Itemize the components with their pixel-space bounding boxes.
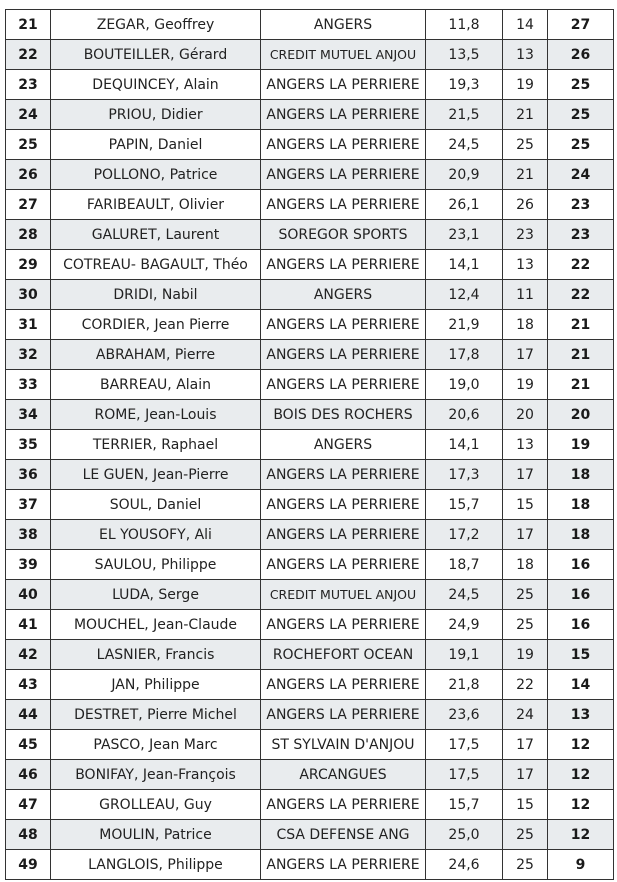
points-cell: 18 [548, 490, 614, 520]
handicap-cell: 15 [503, 790, 548, 820]
index-cell: 17,3 [426, 460, 503, 490]
handicap-cell: 26 [503, 190, 548, 220]
rank-cell: 29 [6, 250, 51, 280]
rank-cell: 42 [6, 640, 51, 670]
rank-cell: 33 [6, 370, 51, 400]
points-cell: 14 [548, 670, 614, 700]
rank-cell: 44 [6, 700, 51, 730]
results-table [5, 9, 614, 880]
player-name-cell: LE GUEN, Jean-Pierre [51, 460, 261, 490]
points-cell: 18 [548, 520, 614, 550]
table-row [6, 340, 614, 370]
index-cell: 19,0 [426, 370, 503, 400]
points-cell: 25 [548, 130, 614, 160]
rank-cell: 32 [6, 340, 51, 370]
club-cell: ANGERS LA PERRIERE [261, 850, 426, 880]
handicap-cell: 25 [503, 850, 548, 880]
index-cell: 17,5 [426, 730, 503, 760]
points-cell: 23 [548, 190, 614, 220]
index-cell: 11,8 [426, 10, 503, 40]
points-cell: 22 [548, 250, 614, 280]
handicap-cell: 17 [503, 730, 548, 760]
handicap-cell: 19 [503, 640, 548, 670]
player-name-cell: COTREAU- BAGAULT, Théo [51, 250, 261, 280]
rank-cell: 36 [6, 460, 51, 490]
table-row [6, 310, 614, 340]
table-row [6, 850, 614, 880]
handicap-cell: 25 [503, 130, 548, 160]
player-name-cell: PRIOU, Didier [51, 100, 261, 130]
rank-cell: 40 [6, 580, 51, 610]
rank-cell: 28 [6, 220, 51, 250]
table-row [6, 160, 614, 190]
table-row [6, 760, 614, 790]
points-cell: 21 [548, 370, 614, 400]
club-cell: CREDIT MUTUEL ANJOU [261, 580, 426, 610]
points-cell: 13 [548, 700, 614, 730]
club-cell: ANGERS [261, 280, 426, 310]
handicap-cell: 25 [503, 820, 548, 850]
club-cell: ST SYLVAIN D'ANJOU [261, 730, 426, 760]
points-cell: 12 [548, 820, 614, 850]
club-cell: ANGERS LA PERRIERE [261, 250, 426, 280]
index-cell: 15,7 [426, 490, 503, 520]
player-name-cell: DRIDI, Nabil [51, 280, 261, 310]
points-cell: 22 [548, 280, 614, 310]
club-cell: ANGERS LA PERRIERE [261, 130, 426, 160]
index-cell: 20,9 [426, 160, 503, 190]
player-name-cell: ROME, Jean-Louis [51, 400, 261, 430]
player-name-cell: TERRIER, Raphael [51, 430, 261, 460]
index-cell: 13,5 [426, 40, 503, 70]
club-cell: ANGERS LA PERRIERE [261, 520, 426, 550]
results-table-body [6, 10, 614, 880]
points-cell: 15 [548, 640, 614, 670]
player-name-cell: BONIFAY, Jean-François [51, 760, 261, 790]
handicap-cell: 11 [503, 280, 548, 310]
table-row [6, 610, 614, 640]
table-row [6, 580, 614, 610]
club-cell: CSA DEFENSE ANG [261, 820, 426, 850]
handicap-cell: 15 [503, 490, 548, 520]
table-row [6, 790, 614, 820]
rank-cell: 38 [6, 520, 51, 550]
club-cell: ANGERS LA PERRIERE [261, 70, 426, 100]
points-cell: 9 [548, 850, 614, 880]
rank-cell: 34 [6, 400, 51, 430]
player-name-cell: BOUTEILLER, Gérard [51, 40, 261, 70]
club-cell: ANGERS LA PERRIERE [261, 340, 426, 370]
club-cell: ANGERS [261, 430, 426, 460]
table-row [6, 280, 614, 310]
table-row [6, 490, 614, 520]
club-cell: ANGERS LA PERRIERE [261, 310, 426, 340]
table-row [6, 700, 614, 730]
points-cell: 18 [548, 460, 614, 490]
club-cell: ANGERS LA PERRIERE [261, 190, 426, 220]
index-cell: 14,1 [426, 430, 503, 460]
index-cell: 19,3 [426, 70, 503, 100]
points-cell: 25 [548, 100, 614, 130]
table-row [6, 460, 614, 490]
player-name-cell: DEQUINCEY, Alain [51, 70, 261, 100]
club-cell: ANGERS LA PERRIERE [261, 160, 426, 190]
index-cell: 18,7 [426, 550, 503, 580]
club-cell: CREDIT MUTUEL ANJOU [261, 40, 426, 70]
player-name-cell: GALURET, Laurent [51, 220, 261, 250]
club-cell: ANGERS LA PERRIERE [261, 550, 426, 580]
points-cell: 21 [548, 340, 614, 370]
rank-cell: 25 [6, 130, 51, 160]
table-row [6, 670, 614, 700]
index-cell: 12,4 [426, 280, 503, 310]
index-cell: 24,9 [426, 610, 503, 640]
rank-cell: 23 [6, 70, 51, 100]
points-cell: 19 [548, 430, 614, 460]
points-cell: 16 [548, 580, 614, 610]
points-cell: 12 [548, 760, 614, 790]
rank-cell: 24 [6, 100, 51, 130]
rank-cell: 35 [6, 430, 51, 460]
table-row [6, 100, 614, 130]
handicap-cell: 17 [503, 760, 548, 790]
handicap-cell: 17 [503, 340, 548, 370]
points-cell: 24 [548, 160, 614, 190]
index-cell: 23,1 [426, 220, 503, 250]
handicap-cell: 17 [503, 520, 548, 550]
index-cell: 24,6 [426, 850, 503, 880]
handicap-cell: 13 [503, 430, 548, 460]
handicap-cell: 24 [503, 700, 548, 730]
player-name-cell: FARIBEAULT, Olivier [51, 190, 261, 220]
table-row [6, 70, 614, 100]
club-cell: ANGERS LA PERRIERE [261, 610, 426, 640]
table-row [6, 190, 614, 220]
club-cell: ANGERS LA PERRIERE [261, 700, 426, 730]
index-cell: 21,9 [426, 310, 503, 340]
index-cell: 25,0 [426, 820, 503, 850]
player-name-cell: ZEGAR, Geoffrey [51, 10, 261, 40]
handicap-cell: 13 [503, 250, 548, 280]
handicap-cell: 25 [503, 580, 548, 610]
handicap-cell: 20 [503, 400, 548, 430]
player-name-cell: LANGLOIS, Philippe [51, 850, 261, 880]
club-cell: ANGERS LA PERRIERE [261, 100, 426, 130]
table-row [6, 40, 614, 70]
club-cell: ANGERS [261, 10, 426, 40]
player-name-cell: EL YOUSOFY, Ali [51, 520, 261, 550]
handicap-cell: 25 [503, 610, 548, 640]
table-row [6, 10, 614, 40]
table-row [6, 640, 614, 670]
player-name-cell: MOUCHEL, Jean-Claude [51, 610, 261, 640]
club-cell: ANGERS LA PERRIERE [261, 460, 426, 490]
table-row [6, 520, 614, 550]
rank-cell: 47 [6, 790, 51, 820]
club-cell: ROCHEFORT OCEAN [261, 640, 426, 670]
player-name-cell: GROLLEAU, Guy [51, 790, 261, 820]
player-name-cell: BARREAU, Alain [51, 370, 261, 400]
club-cell: SOREGOR SPORTS [261, 220, 426, 250]
rank-cell: 30 [6, 280, 51, 310]
player-name-cell: ABRAHAM, Pierre [51, 340, 261, 370]
player-name-cell: LASNIER, Francis [51, 640, 261, 670]
handicap-cell: 22 [503, 670, 548, 700]
rank-cell: 45 [6, 730, 51, 760]
table-row [6, 250, 614, 280]
club-cell: ANGERS LA PERRIERE [261, 790, 426, 820]
table-row [6, 820, 614, 850]
index-cell: 23,6 [426, 700, 503, 730]
rank-cell: 41 [6, 610, 51, 640]
club-cell: BOIS DES ROCHERS [261, 400, 426, 430]
rank-cell: 49 [6, 850, 51, 880]
player-name-cell: DESTRET, Pierre Michel [51, 700, 261, 730]
rank-cell: 43 [6, 670, 51, 700]
index-cell: 17,5 [426, 760, 503, 790]
index-cell: 19,1 [426, 640, 503, 670]
table-row [6, 220, 614, 250]
player-name-cell: CORDIER, Jean Pierre [51, 310, 261, 340]
points-cell: 27 [548, 10, 614, 40]
index-cell: 21,8 [426, 670, 503, 700]
rank-cell: 46 [6, 760, 51, 790]
player-name-cell: SOUL, Daniel [51, 490, 261, 520]
rank-cell: 48 [6, 820, 51, 850]
points-cell: 12 [548, 730, 614, 760]
index-cell: 21,5 [426, 100, 503, 130]
index-cell: 20,6 [426, 400, 503, 430]
handicap-cell: 21 [503, 100, 548, 130]
points-cell: 25 [548, 70, 614, 100]
rank-cell: 22 [6, 40, 51, 70]
table-row [6, 730, 614, 760]
points-cell: 16 [548, 610, 614, 640]
table-row [6, 130, 614, 160]
points-cell: 23 [548, 220, 614, 250]
handicap-cell: 19 [503, 70, 548, 100]
points-cell: 26 [548, 40, 614, 70]
handicap-cell: 23 [503, 220, 548, 250]
index-cell: 14,1 [426, 250, 503, 280]
player-name-cell: PASCO, Jean Marc [51, 730, 261, 760]
player-name-cell: POLLONO, Patrice [51, 160, 261, 190]
club-cell: ARCANGUES [261, 760, 426, 790]
rank-cell: 37 [6, 490, 51, 520]
table-row [6, 370, 614, 400]
points-cell: 20 [548, 400, 614, 430]
handicap-cell: 18 [503, 310, 548, 340]
points-cell: 16 [548, 550, 614, 580]
rank-cell: 39 [6, 550, 51, 580]
index-cell: 24,5 [426, 130, 503, 160]
club-cell: ANGERS LA PERRIERE [261, 490, 426, 520]
player-name-cell: JAN, Philippe [51, 670, 261, 700]
player-name-cell: MOULIN, Patrice [51, 820, 261, 850]
handicap-cell: 17 [503, 460, 548, 490]
player-name-cell: PAPIN, Daniel [51, 130, 261, 160]
points-cell: 12 [548, 790, 614, 820]
table-row [6, 430, 614, 460]
handicap-cell: 18 [503, 550, 548, 580]
rank-cell: 31 [6, 310, 51, 340]
rank-cell: 26 [6, 160, 51, 190]
player-name-cell: SAULOU, Philippe [51, 550, 261, 580]
index-cell: 24,5 [426, 580, 503, 610]
player-name-cell: LUDA, Serge [51, 580, 261, 610]
handicap-cell: 14 [503, 10, 548, 40]
handicap-cell: 19 [503, 370, 548, 400]
index-cell: 17,2 [426, 520, 503, 550]
index-cell: 26,1 [426, 190, 503, 220]
club-cell: ANGERS LA PERRIERE [261, 370, 426, 400]
table-row [6, 550, 614, 580]
table-row [6, 400, 614, 430]
points-cell: 21 [548, 310, 614, 340]
rank-cell: 21 [6, 10, 51, 40]
handicap-cell: 13 [503, 40, 548, 70]
rank-cell: 27 [6, 190, 51, 220]
handicap-cell: 21 [503, 160, 548, 190]
club-cell: ANGERS LA PERRIERE [261, 670, 426, 700]
index-cell: 15,7 [426, 790, 503, 820]
index-cell: 17,8 [426, 340, 503, 370]
